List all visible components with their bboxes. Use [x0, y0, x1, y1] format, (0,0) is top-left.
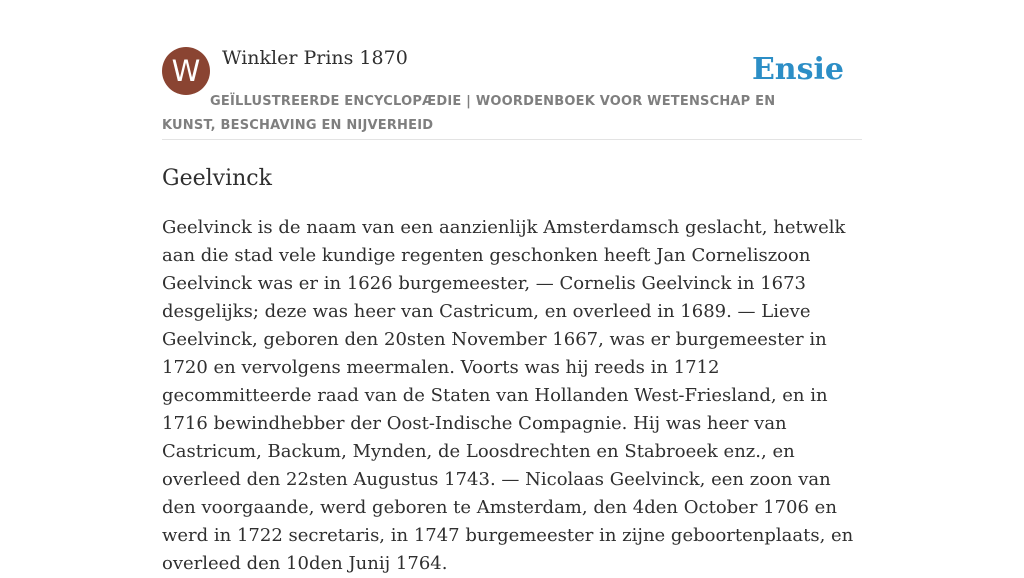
source-avatar[interactable]: W — [162, 47, 210, 95]
source-header — [162, 46, 862, 140]
ensie-logo[interactable]: Ensie — [751, 52, 844, 87]
entry-body: Geelvinck is de naam van een aanzienlijk Amsterdamsch geslacht, hetwelk aan die stad vele kundige regenten geschonken heeft Jan Corneliszoon Geelvinck was er in 1626 burgemeester, — Cornelis Geelvinck in 1673 desgelijks; deze was heer van Castricum, en overleed in 1689. — Lieve Geelvinck, geboren den 20sten November 1667, was er burgemeester in 1720 en vervolgens meermalen. Voorts was hij reeds in 1712 gecommitteerde raad van de Staten van Hollanden West-Friesland, en in 1716 bewindhebber der Oost-Indische Compagnie. Hij was heer van Castricum, Backum, Mynden, de Loosdrechten en Stabroeek enz., en overleed den 22sten Augustus 1743. — Nicolaas Geelvinck, een zoon van den voorgaande, werd geboren te Amsterdam, den 4den October 1706 en werd in 1722 secretaris, in 1747 burgemeester in zijne geboortenplaats, en overleed den 10den Junij 1764. — [162, 217, 854, 574]
entry-title: Geelvinck — [162, 166, 272, 191]
source-title[interactable]: Winkler Prins 1870 — [222, 47, 408, 69]
source-subtitle: GEÏLLUSTREERDE ENCYCLOPÆDIE | WOORDENBOEK VOOR WETENSCHAP EN KUNST, BESCHAVING EN NIJVERHEID — [162, 94, 776, 133]
main-content — [162, 46, 862, 578]
